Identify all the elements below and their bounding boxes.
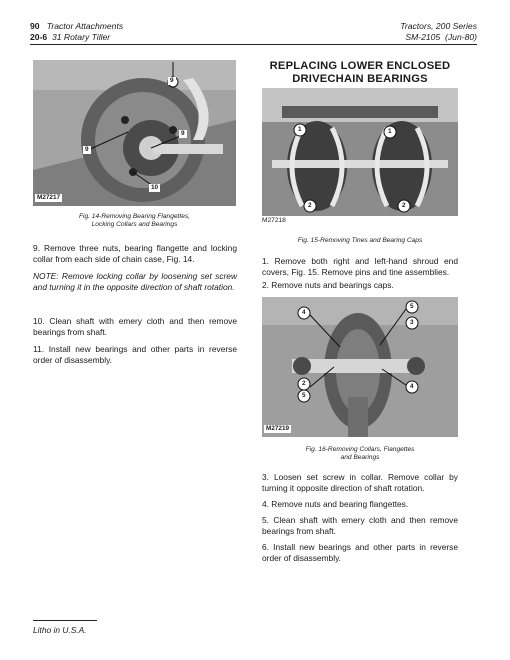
step-5: 5. Clean shaft with emery cloth and then remove bearings from shaft. — [262, 515, 458, 536]
callout: 10 — [151, 184, 159, 191]
subsection-title: 31 Rotary Tiller — [51, 32, 111, 42]
caption-line: Fig. 14-Removing Bearing Flangettes, — [78, 213, 191, 220]
section-title: Tractor Attachments — [46, 21, 124, 31]
caption-line: Locking Collars and Bearings — [91, 221, 178, 229]
step-3: 3. Loosen set screw in collar. Remove collar by turning it opposite direction of shaft rotation. — [262, 472, 458, 493]
page-number: 90 — [30, 21, 40, 31]
photo-id: M27219 — [266, 425, 290, 432]
caption-line: and Bearings — [340, 454, 380, 462]
step-2: 2. Remove nuts and bearings caps. — [262, 280, 394, 290]
photo-id: M27217 — [37, 194, 61, 201]
header-right-line2 — [405, 32, 477, 43]
manual-ref: SM-2105 — [405, 32, 441, 42]
fig16-photo — [262, 297, 458, 437]
heading-line: DRIVECHAIN BEARINGS — [292, 72, 428, 85]
note-locking-collar: NOTE: Remove locking collar by loosening set screw and turning it in the opposite direction of shaft rotation. — [33, 271, 237, 292]
step-11: 11. Install new bearings and other parts in reverse order of disassembly. — [33, 344, 237, 365]
fig15-photo-id: M27218 — [262, 217, 286, 224]
fig14-caption — [33, 213, 236, 229]
fig15-caption: Fig. 15-Removing Tines and Bearing Caps — [297, 237, 423, 244]
subsection-number: 20-6 — [30, 32, 48, 42]
callout: 1 — [388, 128, 392, 135]
callout: 4 — [302, 309, 306, 316]
header-left-line1 — [30, 21, 123, 32]
callout: 5 — [302, 392, 306, 399]
header-rule — [30, 44, 477, 45]
caption-line: Fig. 16-Removing Collars, Flangettes — [305, 446, 415, 453]
step-6: 6. Install new bearings and other parts in reverse order of disassembly. — [262, 542, 458, 563]
callout: 9 — [181, 130, 185, 137]
callout: 2 — [402, 202, 406, 209]
series-title: Tractors, 200 Series — [400, 21, 477, 31]
header-left-line2 — [30, 32, 110, 43]
callout: 2 — [308, 202, 312, 209]
litho-note: Litho in U.S.A. — [33, 625, 87, 635]
callout: 9 — [85, 146, 89, 153]
step-9: 9. Remove three nuts, bearing flangette and locking collar from each side of chain case, Fig. 14. — [33, 243, 237, 264]
callout: 1 — [298, 126, 302, 133]
callout: 4 — [410, 383, 414, 390]
step-4: 4. Remove nuts and bearing flangettes. — [262, 499, 409, 509]
callout: 9 — [170, 77, 174, 84]
callout: 3 — [410, 319, 414, 326]
callout: 2 — [302, 380, 306, 387]
section-heading — [262, 60, 458, 85]
header-right-line1 — [400, 21, 477, 32]
callout: 5 — [410, 303, 414, 310]
footer-rule — [33, 620, 97, 621]
heading-line: REPLACING LOWER ENCLOSED — [269, 60, 451, 72]
fig14-photo — [33, 60, 236, 206]
step-10: 10. Clean shaft with emery cloth and then remove bearings from shaft. — [33, 316, 237, 337]
fig15-photo — [262, 88, 458, 216]
manual-date: (Jun-80) — [445, 32, 477, 42]
step-1: 1. Remove both right and left-hand shroud end covers, Fig. 15. Remove pins and tine assemblies. — [262, 256, 458, 277]
fig16-caption — [262, 446, 458, 462]
